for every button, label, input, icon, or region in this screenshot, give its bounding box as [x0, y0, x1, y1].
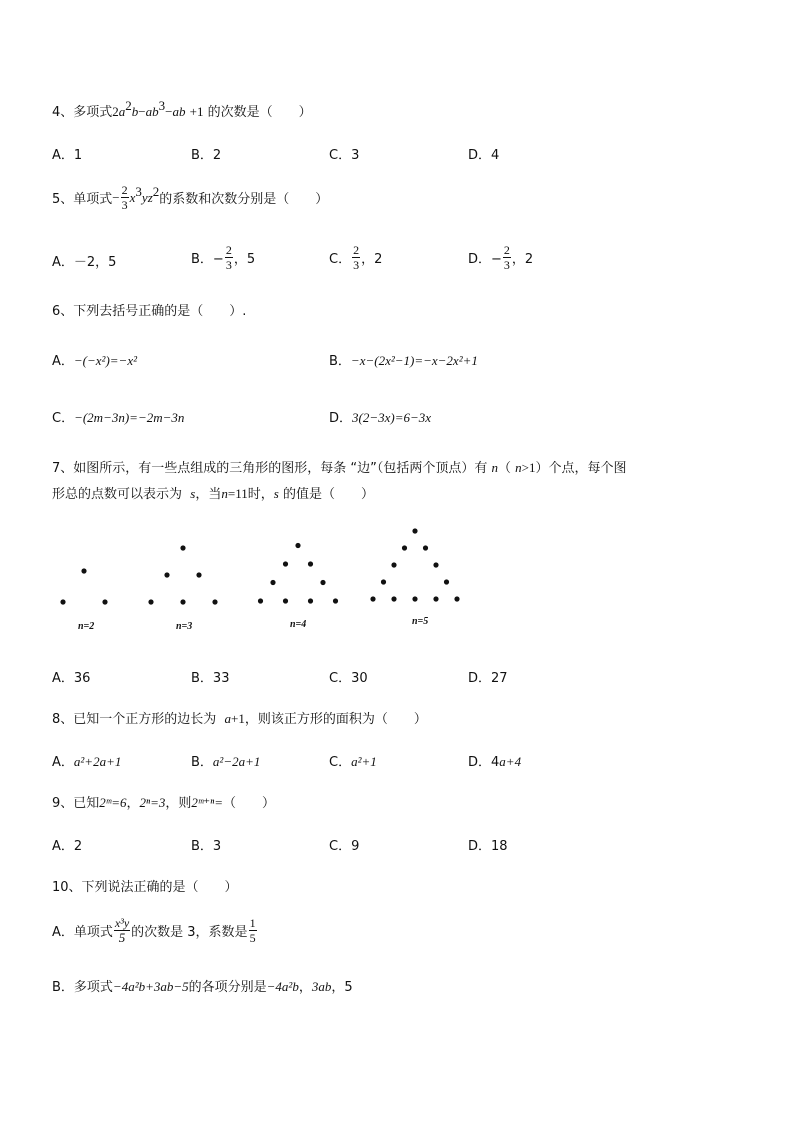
- q6-option-a-label: A．: [52, 354, 74, 369]
- q5-exp: 2: [152, 183, 160, 199]
- q5-suffix: 的系数和次数分别是（ ）: [159, 192, 329, 207]
- q5-option-c-label: C．: [329, 252, 352, 267]
- triangle-dot: [283, 561, 288, 566]
- question-10-stem: 10、下列说法正确的是（ ）: [52, 880, 238, 895]
- triangle-dot: [412, 528, 417, 533]
- q7-text: =11: [227, 486, 248, 501]
- q7-text: 时，: [247, 487, 274, 502]
- fraction-num: 2: [225, 243, 232, 257]
- q8-var: a: [224, 711, 232, 726]
- q7-text: ）个点，每个图: [535, 461, 627, 476]
- q8-option-b[interactable]: [191, 751, 260, 770]
- triangle-dot: [454, 596, 459, 601]
- q6-option-c-label: C．: [52, 411, 75, 426]
- q5-option-c-fraction: [352, 243, 360, 272]
- q7-var: s: [190, 486, 196, 501]
- q8-option-d-expr: a+4: [499, 754, 522, 769]
- q4-term: ab: [145, 104, 159, 119]
- q9-option-d[interactable]: D．18: [468, 839, 508, 854]
- triangle-dot: [212, 599, 217, 604]
- q9-option-a[interactable]: A．2: [52, 839, 83, 854]
- fraction-num: 1: [249, 916, 256, 930]
- triangle-dot: [164, 572, 169, 577]
- q9-text: （ ）: [223, 796, 276, 811]
- q6-option-b[interactable]: [329, 350, 478, 369]
- fraction-den: 5: [118, 930, 126, 945]
- q5-fraction: [121, 183, 129, 212]
- q10-option-a[interactable]: [52, 916, 258, 945]
- triangle-dot: [320, 580, 325, 585]
- q7-option-b[interactable]: B．33: [191, 671, 230, 686]
- q7-var: n: [221, 486, 228, 501]
- triangle-dot: [333, 598, 338, 603]
- triangle-dot: [433, 596, 438, 601]
- q7-text: >1: [521, 460, 536, 475]
- q7-text: 的值是（ ）: [282, 487, 374, 502]
- q5-option-b[interactable]: [191, 243, 255, 272]
- q5-fraction-num: 2: [121, 183, 128, 197]
- q5-option-d-fraction: [503, 243, 511, 272]
- q10-option-b-text: ，5: [331, 980, 353, 995]
- triangle-dot: [444, 579, 449, 584]
- triangle-dot: [180, 545, 185, 550]
- fraction-den: 5: [249, 931, 256, 945]
- q6-option-c-expr: −(2m−3n)=−2m−3n: [74, 410, 185, 425]
- q9-text: ，则: [165, 796, 192, 811]
- q4-prefix: 4、多项式: [52, 105, 113, 120]
- q5-option-b-fraction: [225, 243, 233, 272]
- q4-option-d[interactable]: D．4: [468, 148, 500, 163]
- q4-suffix: 的次数是（ ）: [207, 105, 312, 120]
- q6-option-b-expr: −x−(2x²−1)=−x−2x²+1: [350, 353, 478, 368]
- triangle-dot: [412, 596, 417, 601]
- q8-option-d-label: D．4: [468, 755, 500, 770]
- figure-label-n4: n=4: [290, 619, 307, 630]
- fraction-den: 3: [225, 258, 232, 272]
- q6-option-a-expr: −(−x²)=−x²: [73, 353, 137, 368]
- fraction-num: 2: [503, 243, 510, 257]
- q5-option-c[interactable]: [329, 243, 382, 272]
- q10-option-b-expr: −4a²b+3ab−5: [112, 979, 189, 994]
- q7-text: ，当: [195, 487, 222, 502]
- fraction-den: 3: [503, 258, 510, 272]
- q9-expr: 2ᵐ⁺ⁿ=: [191, 795, 224, 810]
- triangle-dot: [60, 599, 65, 604]
- triangle-dot: [295, 543, 300, 548]
- q8-option-b-expr: a²−2a+1: [212, 754, 261, 769]
- q6-option-d[interactable]: [329, 407, 431, 426]
- q5-var: y: [141, 189, 148, 205]
- q10-option-b[interactable]: [52, 976, 353, 995]
- q10-option-b-term: −4a²b: [266, 979, 299, 994]
- q8-option-a[interactable]: [52, 751, 121, 770]
- q10-option-b-term: 3ab: [311, 979, 332, 994]
- q8-text: +1: [231, 711, 245, 726]
- q7-option-d[interactable]: D．27: [468, 671, 508, 686]
- q4-op: −: [165, 104, 173, 119]
- triangle-dot: [381, 579, 386, 584]
- fraction-num: x³y: [114, 916, 130, 930]
- q5-var: x: [129, 189, 136, 205]
- q9-text: ，: [126, 796, 140, 811]
- q4-term: +1: [189, 104, 204, 119]
- triangle-dot: [283, 598, 288, 603]
- triangle-dot: [270, 580, 275, 585]
- q8-option-c-expr: a²+1: [351, 754, 377, 769]
- q10-option-b-text: ，: [298, 980, 312, 995]
- q9-option-c[interactable]: C．9: [329, 839, 360, 854]
- q8-option-c[interactable]: [329, 751, 377, 770]
- q8-option-c-label: C．: [329, 755, 352, 770]
- q4-term: 2: [112, 104, 119, 119]
- q5-option-d-rest: ，2: [511, 252, 534, 267]
- q9-expr: 2ᵐ=6: [99, 795, 127, 810]
- question-9-stem: [52, 792, 275, 811]
- q8-option-b-label: B．: [191, 755, 213, 770]
- figure-label-n2: n=2: [78, 621, 95, 632]
- q7-var: n: [515, 460, 522, 475]
- question-6-stem: 6、下列去括号正确的是（ ）.: [52, 304, 247, 319]
- triangle-dot: [148, 599, 153, 604]
- q7-text: 7、如图所示，有一些点组成的三角形的图形，每条 “边”（包括两个顶点）有: [52, 461, 488, 476]
- q7-var: s: [273, 486, 279, 501]
- q5-exp: 3: [135, 183, 142, 199]
- triangle-dot: [308, 561, 313, 566]
- q6-option-d-label: D．: [329, 411, 353, 426]
- q10-option-b-label: B．多项式: [52, 980, 113, 995]
- q6-option-d-expr: 3(2−3x)=6−3x: [352, 410, 432, 425]
- triangle-dot: [102, 599, 107, 604]
- q8-text: ，则该正方形的面积为（ ）: [244, 712, 427, 727]
- q10-option-a-text: 的次数是 3，系数是: [131, 925, 248, 940]
- q10-option-a-label: A．单项式: [52, 925, 113, 940]
- q9-text: 9、已知: [52, 796, 100, 811]
- q4-term: b: [131, 104, 139, 119]
- triangle-dot: [391, 562, 396, 567]
- q4-op: −: [138, 104, 146, 119]
- q5-option-a[interactable]: A．－2，5: [52, 255, 117, 270]
- question-4-stem: [52, 98, 312, 120]
- fraction-num: 2: [353, 243, 360, 257]
- q5-option-d-label: D．−: [468, 252, 502, 267]
- q7-text: 形总的点数可以表示为: [52, 487, 183, 502]
- q8-option-a-expr: a²+2a+1: [73, 754, 122, 769]
- question-7-line-2: [52, 483, 374, 502]
- q5-fraction-den: 3: [121, 198, 128, 212]
- q10-option-a-coefficient: [249, 916, 257, 945]
- q6-option-c[interactable]: [52, 407, 184, 426]
- q7-text: （: [498, 461, 512, 476]
- q8-option-a-label: A．: [52, 755, 74, 770]
- triangle-dot: [258, 598, 263, 603]
- q4-term: ab: [172, 104, 186, 119]
- q4-option-c[interactable]: C．3: [329, 148, 360, 163]
- q6-option-a[interactable]: [52, 350, 137, 369]
- q5-minus: −: [112, 189, 120, 205]
- figure-label-n3: n=3: [176, 621, 193, 632]
- triangle-dot: [391, 596, 396, 601]
- triangle-dot: [81, 568, 86, 573]
- q4-option-b[interactable]: B．2: [191, 148, 222, 163]
- q7-var: n: [491, 460, 499, 475]
- triangle-dot: [308, 598, 313, 603]
- q4-term: a: [118, 104, 126, 119]
- q5-var: z: [147, 189, 153, 205]
- q5-option-d[interactable]: [468, 243, 533, 272]
- triangle-dot: [180, 599, 185, 604]
- q9-expr: 2ⁿ=3: [139, 795, 166, 810]
- q5-option-c-rest: ，2: [361, 252, 383, 267]
- q10-option-a-fraction: [114, 916, 130, 945]
- q4-option-a[interactable]: A．1: [52, 148, 83, 163]
- triangle-dot: [423, 545, 428, 550]
- q5-prefix: 5、单项式: [52, 192, 113, 207]
- q5-option-b-rest: ，5: [233, 252, 256, 267]
- question-8-stem: [52, 708, 427, 727]
- q10-option-b-text: 的各项分别是: [188, 980, 267, 995]
- triangle-dot: [370, 596, 375, 601]
- q8-option-d[interactable]: [468, 751, 521, 770]
- figure-label-n5: n=5: [412, 616, 429, 627]
- q5-option-b-label: B．−: [191, 252, 224, 267]
- q7-option-a[interactable]: A．36: [52, 671, 91, 686]
- q8-text: 8、已知一个正方形的边长为: [52, 712, 217, 727]
- fraction-den: 3: [353, 258, 360, 272]
- triangle-dot: [196, 572, 201, 577]
- q4-exp: 3: [158, 98, 166, 113]
- question-5-stem: [52, 183, 328, 212]
- q9-option-b[interactable]: B．3: [191, 839, 222, 854]
- triangle-dot: [402, 545, 407, 550]
- q4-exp: 2: [125, 98, 132, 113]
- q7-option-c[interactable]: C．30: [329, 671, 368, 686]
- q6-option-b-label: B．: [329, 354, 351, 369]
- question-7-line-1: [52, 457, 627, 476]
- triangle-dot: [433, 562, 438, 567]
